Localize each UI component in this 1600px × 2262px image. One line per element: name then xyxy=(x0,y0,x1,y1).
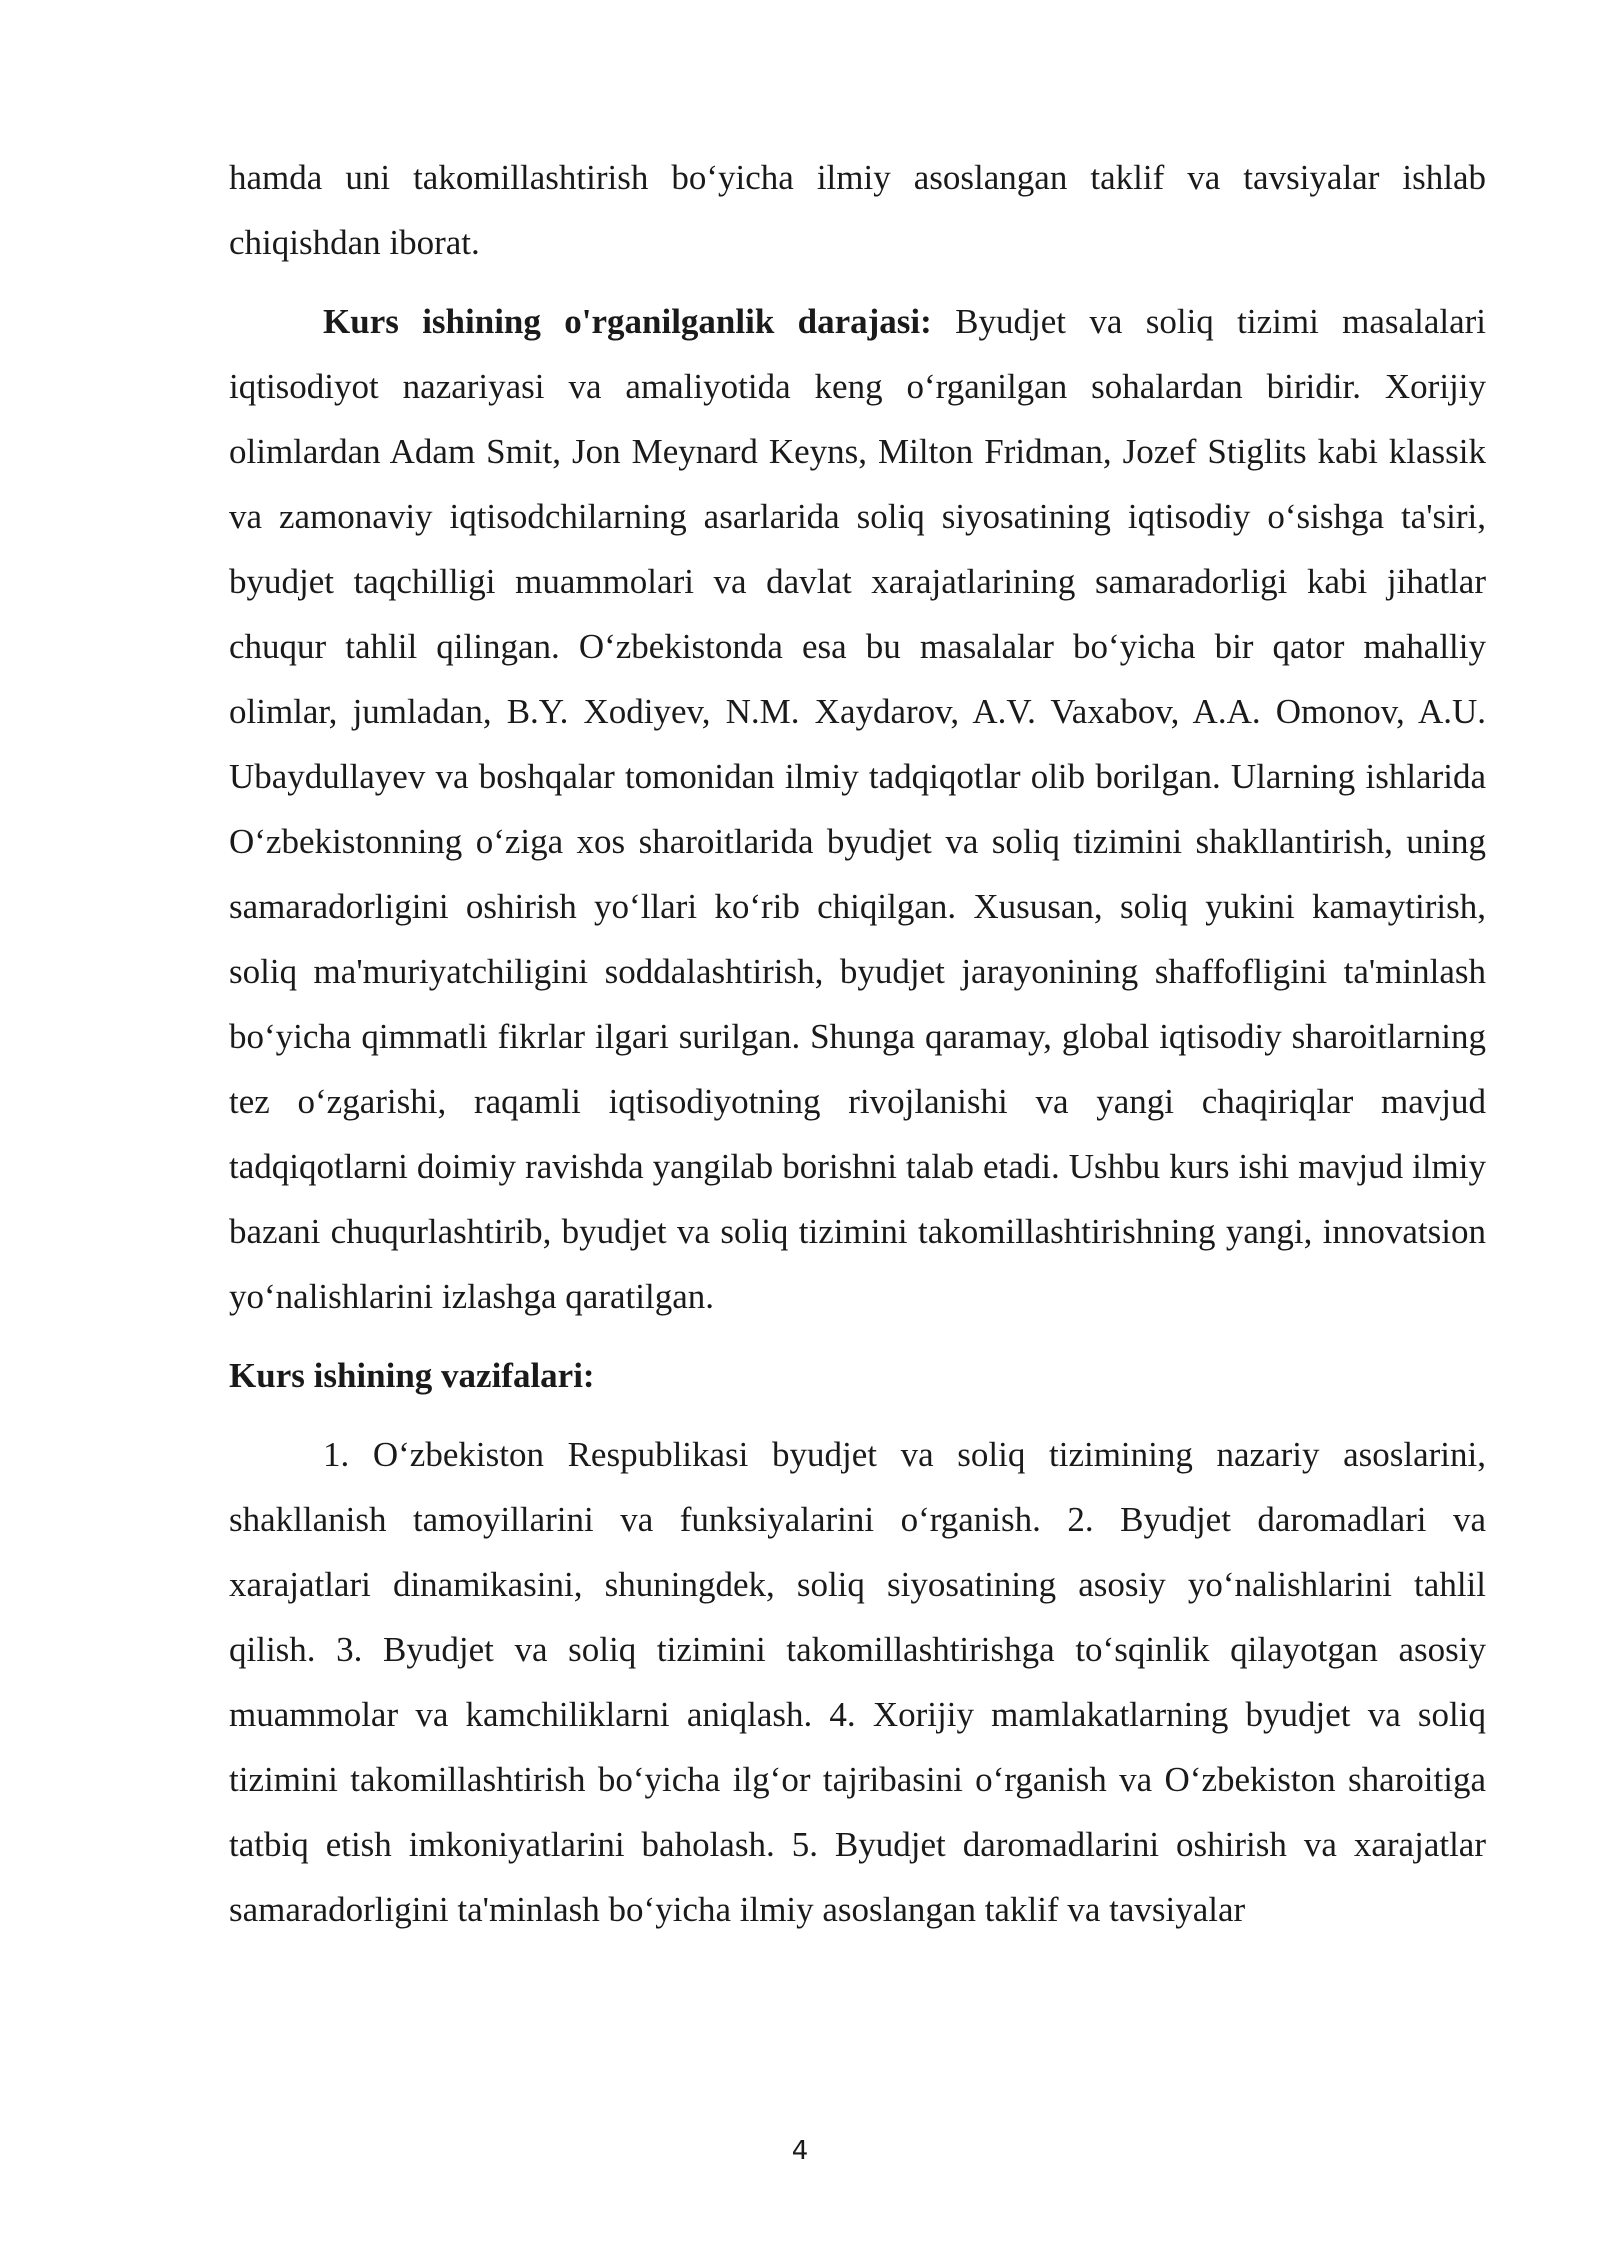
tasks-paragraph: 1. O‘zbekiston Respublikasi byudjet va soliq tizimining nazariy asoslarini, shakllanish tamoyillarini va funksiyalarini o‘rganish. 2. Byudjet daromadlari va xarajatlari dinamikasini, shuningdek, soliq siyosatining asosiy yo‘nalishlarini tahlil qilish. 3. Byudjet va soliq tizimini takomillashtirishga to‘sqinlik qilayotgan asosiy muammolar va kamchiliklarni aniqlash. 4. Xorijiy mamlakatlarning byudjet va soliq tizimini takomillashtirish bo‘yicha ilg‘or tajribasini o‘rganish va O‘zbekiston sharoitiga tatbiq etish imkoniyatlarini baholash. 5. Byudjet daromadlarini oshirish va xarajatlar samaradorligini ta'minlash bo‘yicha ilmiy asoslangan taklif va tavsiyalar xyxy=(229,1435,1486,1929)
intro-paragraph: hamda uni takomillashtirish bo‘yicha ilmiy asoslangan taklif va tavsiyalar ishlab chiqishdan iborat. xyxy=(229,158,1486,262)
study-degree-paragraph xyxy=(229,289,1486,1329)
page-body xyxy=(229,145,1486,1942)
tasks-heading: Kurs ishining vazifalari: xyxy=(229,1356,595,1395)
study-degree-text: Byudjet va soliq tizimi masalalari iqtisodiyot nazariyasi va amaliyotida keng o‘rganilgan sohalardan biridir. Xorijiy olimlardan Adam Smit, Jon Meynard Keyns, Milton Fridman, Jozef Stiglits kabi klassik va zamonaviy iqtisodchilarning asarlarida soliq siyosatining iqtisodiy o‘sishga ta'siri, byudjet taqchilligi muammolari va davlat xarajatlarining samaradorligi kabi jihatlar chuqur tahlil qilingan. O‘zbekistonda esa bu masalalar bo‘yicha bir qator mahalliy olimlar, jumladan, B.Y. Xodiyev, N.M. Xaydarov, A.V. Vaxabov, A.A. Omonov, A.U. Ubaydullayev va boshqalar tomonidan ilmiy tadqiqotlar olib borilgan. Ularning ishlarida O‘zbekistonning o‘ziga xos sharoitlarida byudjet va soliq tizimini shakllantirish, uning samaradorligini oshirish yo‘llari ko‘rib chiqilgan. Xususan, soliq yukini kamaytirish, soliq ma'muriyatchiligini soddalashtirish, byudjet jarayonining shaffofligini ta'minlash bo‘yicha qimmatli fikrlar ilgari surilgan. Shunga qaramay, global iqtisodiy sharoitlarning tez o‘zgarishi, raqamli iqtisodiyotning rivojlanishi va yangi chaqiriqlar mavjud tadqiqotlarni doimiy ravishda yangilab borishni talab etadi. Ushbu kurs ishi mavjud ilmiy bazani chuqurlashtirib, byudjet va soliq tizimini takomillashtirishning yangi, innovatsion yo‘nalishlarini izlashga qaratilgan. xyxy=(229,302,1486,1316)
page-number: 4 xyxy=(791,2136,809,2166)
study-degree-label: Kurs ishining o'rganilganlik darajasi: xyxy=(323,302,932,341)
